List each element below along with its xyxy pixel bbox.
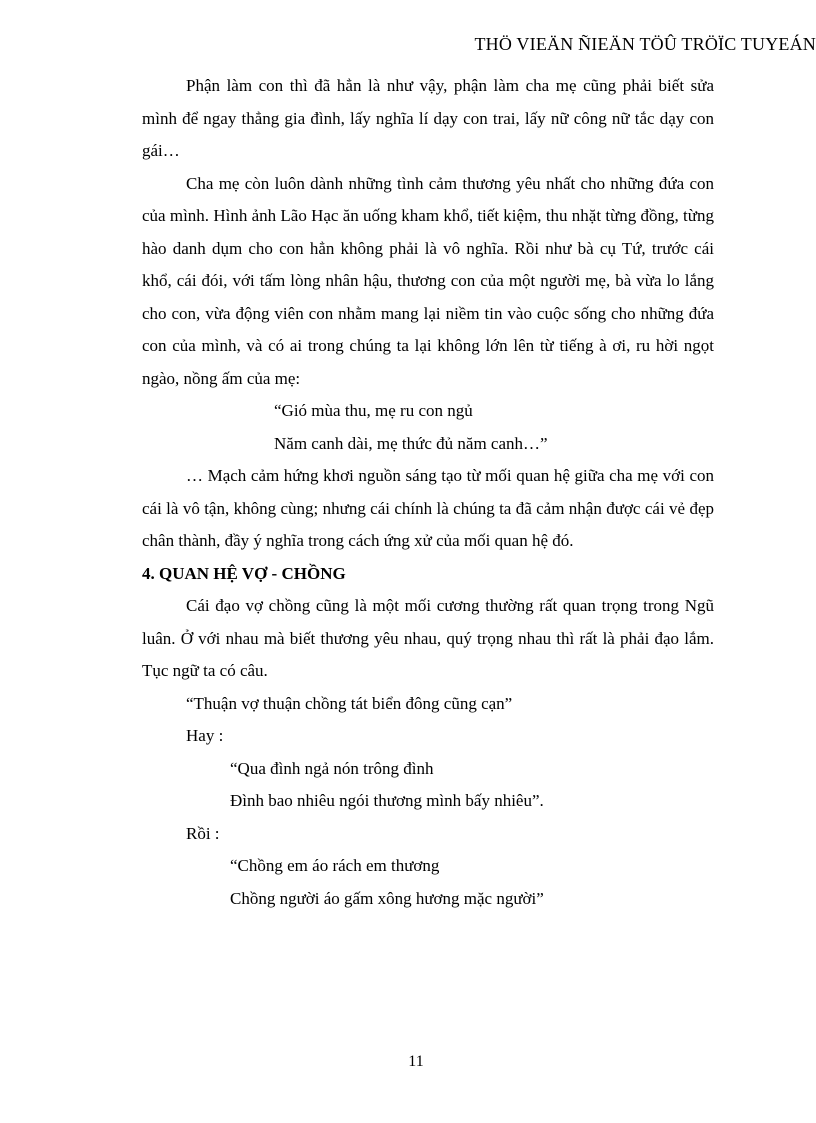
page-number: 11 [408, 1053, 424, 1070]
section-heading: 4. QUAN HỆ VỢ - CHỒNG [142, 563, 346, 583]
paragraph-inspiration: … Mạch cảm hứng khơi nguồn sáng tạo từ mối quan hệ giữa cha mẹ với con cái là vô tận, không cùng; nhưng cái chính là chúng ta đã cảm nhận được cái vẻ đẹp chân thành, đầy ý nghĩa trong cách ứng xử của mối quan hệ đó. [142, 466, 714, 550]
verse-husband-line-1: “Chồng em áo rách em thương [230, 856, 440, 875]
verse-lullaby-line-1: “Gió mùa thu, mẹ ru con ngủ [274, 401, 473, 420]
verse-husband-line-2: Chồng người áo gấm xông hương mặc người” [230, 888, 544, 908]
verse-temple-line-1: “Qua đình ngả nón trông đình [230, 758, 434, 778]
paragraph-parents-duty: Phận làm con thì đã hẳn là như vậy, phận làm cha mẹ cũng phải biết sửa mình để ngay thẳng gia đình, lấy nghĩa lí dạy con trai, lấy nữ công nữ tắc dạy con gái… [142, 76, 714, 160]
label-roi: Rồi : [186, 823, 220, 843]
paragraph-parents-love: Cha mẹ còn luôn dành những tình cảm thương yêu nhất cho những đứa con của mình. Hình ảnh Lão Hạc ăn uống kham khổ, tiết kiệm, thu nhặt từng đồng, từng hào danh dụm cho con hẳn không phải là vô nghĩa. Rồi như bà cụ Tứ, trước cái khổ, cái đói, với tấm lòng nhân hậu, thương con của một người mẹ, bà vừa lo lắng cho con, vừa động viên con nhằm mang lại niềm tin vào cuộc sống cho những đứa con của mình, và có ai trong chúng ta lại không lớn lên từ tiếng à ơi, ru hời ngọt ngào, nồng ấm của mẹ: [142, 173, 714, 388]
page-header: THÖ VIEÄN ÑIEÄN TÖÛ TRÖÏC TUYEÁN [474, 34, 816, 54]
document-body [142, 70, 714, 915]
label-hay: Hay : [186, 726, 224, 745]
paragraph-spouses: Cái đạo vợ chồng cũng là một mối cương thường rất quan trọng trong Ngũ luân. Ở với nhau mà biết thương yêu nhau, quý trọng nhau thì rất là phải đạo lắm. Tục ngữ ta có câu. [142, 596, 714, 680]
proverb-line: “Thuận vợ thuận chồng tát biển đông cũng cạn” [186, 693, 513, 713]
verse-lullaby-line-2: Năm canh dài, mẹ thức đủ năm canh…” [274, 433, 548, 453]
verse-temple-line-2: Đình bao nhiêu ngói thương mình bấy nhiêu”. [230, 791, 544, 810]
